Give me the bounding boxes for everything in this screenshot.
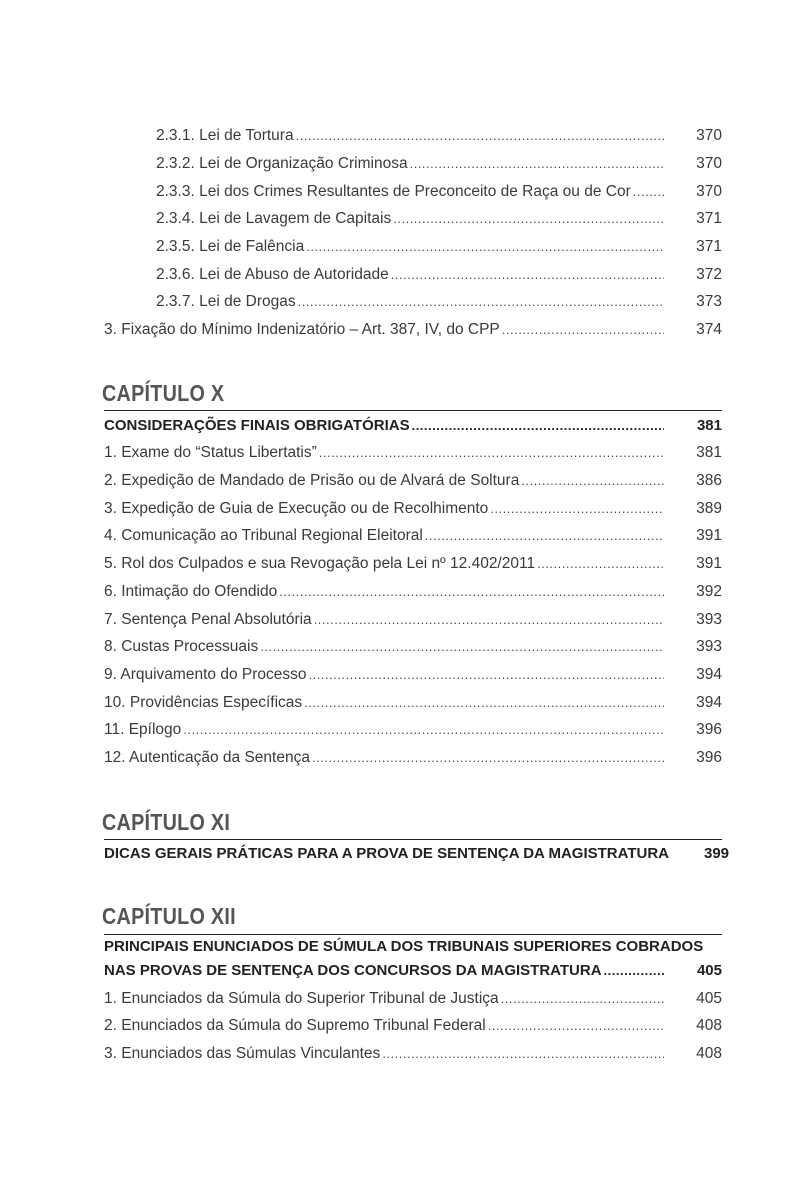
toc-entry-page: 396 (696, 721, 722, 738)
toc-entry-page: 370 (696, 127, 722, 144)
toc-entry-page: 381 (696, 417, 722, 434)
dot-leader (260, 635, 664, 659)
dot-leader (314, 608, 664, 632)
toc-entry-label: 11. Epílogo (104, 721, 182, 738)
dot-leader (410, 152, 664, 176)
chapter-title: CAPÍTULO X (102, 380, 225, 406)
toc-entry-label: 2. Expedição de Mandado de Prisão ou de Alvará de Soltura (104, 472, 520, 489)
toc-entry[interactable] (156, 290, 722, 314)
toc-entry-page: 393 (696, 638, 722, 655)
chapter-divider (104, 839, 722, 840)
toc-entry-page: 374 (696, 321, 722, 338)
toc-entry[interactable] (104, 318, 722, 342)
toc-entry-page: 394 (696, 694, 722, 711)
toc-entry[interactable] (104, 469, 722, 493)
toc-entry-page: 391 (696, 555, 722, 572)
toc-entry[interactable] (104, 663, 722, 687)
toc-entry-page: 391 (696, 527, 722, 544)
toc-entry-page: 408 (696, 1017, 722, 1034)
toc-entry[interactable] (104, 691, 722, 715)
toc-entry-page: 405 (696, 962, 722, 979)
toc-entry-label: 2.3.2. Lei de Organização Criminosa (156, 155, 408, 172)
toc-entry-label: DICAS GERAIS PRÁTICAS PARA A PROVA DE SENTENÇA DA MAGISTRATURA (104, 845, 670, 862)
dot-leader (501, 987, 664, 1011)
dot-leader (521, 469, 664, 493)
dot-leader (382, 1042, 664, 1066)
dot-leader (502, 318, 664, 342)
toc-entry[interactable] (156, 235, 722, 259)
toc-entry[interactable] (104, 608, 722, 632)
dot-leader (183, 718, 664, 742)
toc-entry-label: 2.3.5. Lei de Falência (156, 238, 305, 255)
toc-entry-page: 373 (696, 293, 722, 310)
dot-leader (488, 1014, 664, 1038)
toc-entry-label: 7. Sentença Penal Absolutória (104, 611, 312, 628)
dot-leader (425, 524, 664, 548)
toc-entry-label: 4. Comunicação ao Tribunal Regional Eleitoral (104, 527, 423, 544)
chapter-divider (104, 410, 722, 411)
toc-entry-label: 2.3.3. Lei dos Crimes Resultantes de Preconceito de Raça ou de Cor (156, 183, 631, 200)
toc-entry[interactable] (104, 552, 722, 576)
dot-leader (298, 290, 664, 314)
toc-entry[interactable] (156, 263, 722, 287)
toc-entry-label: 2.3.4. Lei de Lavagem de Capitais (156, 210, 392, 227)
toc-entry[interactable] (104, 987, 722, 1011)
dot-leader (308, 663, 664, 687)
toc-entry-page: 372 (696, 266, 722, 283)
toc-entry-page: 370 (696, 155, 722, 172)
toc-entry-page: 371 (696, 210, 722, 227)
toc-entry-page: 393 (696, 611, 722, 628)
toc-entry[interactable] (156, 207, 722, 231)
toc-entry-label: 5. Rol dos Culpados e sua Revogação pela Lei nº 12.402/2011 (104, 555, 536, 572)
toc-entry-label: 3. Fixação do Mínimo Indenizatório – Art. 387, IV, do CPP (104, 321, 500, 338)
toc-entry[interactable] (104, 1014, 722, 1038)
toc-entry-page: 394 (696, 666, 722, 683)
chapter-heading-entry[interactable] (104, 414, 722, 438)
toc-entry[interactable] (104, 580, 722, 604)
toc-entry-label: 2.3.1. Lei de Tortura (156, 127, 294, 144)
toc-entry-page: 408 (696, 1045, 722, 1062)
dot-leader (279, 580, 664, 604)
toc-entry[interactable] (104, 718, 722, 742)
toc-entry-label: 1. Exame do “Status Libertatis” (104, 444, 317, 461)
toc-entry[interactable] (104, 746, 722, 770)
dot-leader (391, 263, 664, 287)
toc-entry-label: 12. Autenticação da Sentença (104, 749, 310, 766)
toc-entry-label: 3. Expedição de Guia de Execução ou de Recolhimento (104, 500, 489, 517)
toc-entry[interactable] (104, 441, 722, 465)
toc-entry-label: 6. Intimação do Ofendido (104, 583, 278, 600)
toc-entry-label: 10. Providências Específicas (104, 694, 303, 711)
dot-leader (296, 124, 664, 148)
toc-entry-label: 2.3.6. Lei de Abuso de Autoridade (156, 266, 389, 283)
toc-entry-page: 399 (704, 845, 730, 862)
dot-leader (393, 207, 664, 231)
dot-leader (412, 414, 664, 438)
toc-entry-page: 371 (696, 238, 722, 255)
toc-entry-label: CONSIDERAÇÕES FINAIS OBRIGATÓRIAS (104, 417, 410, 434)
toc-entry-label: NAS PROVAS DE SENTENÇA DOS CONCURSOS DA MAGISTRATURA (104, 962, 602, 979)
toc-entry-page: 386 (696, 472, 722, 489)
chapter-heading-line: PRINCIPAIS ENUNCIADOS DE SÚMULA DOS TRIBUNAIS SUPERIORES COBRADOS (104, 938, 704, 955)
toc-entry-page: 389 (696, 500, 722, 517)
chapter-heading-entry[interactable] (104, 959, 722, 983)
toc-entry-label: 3. Enunciados das Súmulas Vinculantes (104, 1045, 381, 1062)
dot-leader (490, 497, 664, 521)
dot-leader (604, 959, 664, 983)
toc-entry-page: 405 (696, 990, 722, 1007)
chapter-heading-entry[interactable] (104, 842, 730, 866)
toc-entry[interactable] (104, 497, 722, 521)
toc-entry[interactable] (156, 152, 722, 176)
dot-leader (304, 691, 664, 715)
dot-leader (633, 180, 664, 204)
toc-entry-label: 8. Custas Processuais (104, 638, 259, 655)
toc-entry[interactable] (104, 635, 722, 659)
toc-entry-page: 381 (696, 444, 722, 461)
toc-entry-label: 2. Enunciados da Súmula do Supremo Tribunal Federal (104, 1017, 486, 1034)
dot-leader (306, 235, 664, 259)
toc-entry[interactable] (104, 524, 722, 548)
dot-leader (319, 441, 664, 465)
toc-entry-page: 392 (696, 583, 722, 600)
toc-entry[interactable] (156, 124, 722, 148)
toc-entry[interactable] (156, 180, 722, 204)
toc-entry-page: 396 (696, 749, 722, 766)
toc-entry-label: 1. Enunciados da Súmula do Superior Tribunal de Justiça (104, 990, 499, 1007)
toc-entry[interactable] (104, 1042, 722, 1066)
chapter-title: CAPÍTULO XII (102, 903, 236, 929)
toc-entry-label: 2.3.7. Lei de Drogas (156, 293, 296, 310)
toc-entry-page: 370 (696, 183, 722, 200)
chapter-title: CAPÍTULO XI (102, 809, 231, 835)
toc-entry-label: 9. Arquivamento do Processo (104, 666, 307, 683)
dot-leader (312, 746, 664, 770)
dot-leader (537, 552, 664, 576)
